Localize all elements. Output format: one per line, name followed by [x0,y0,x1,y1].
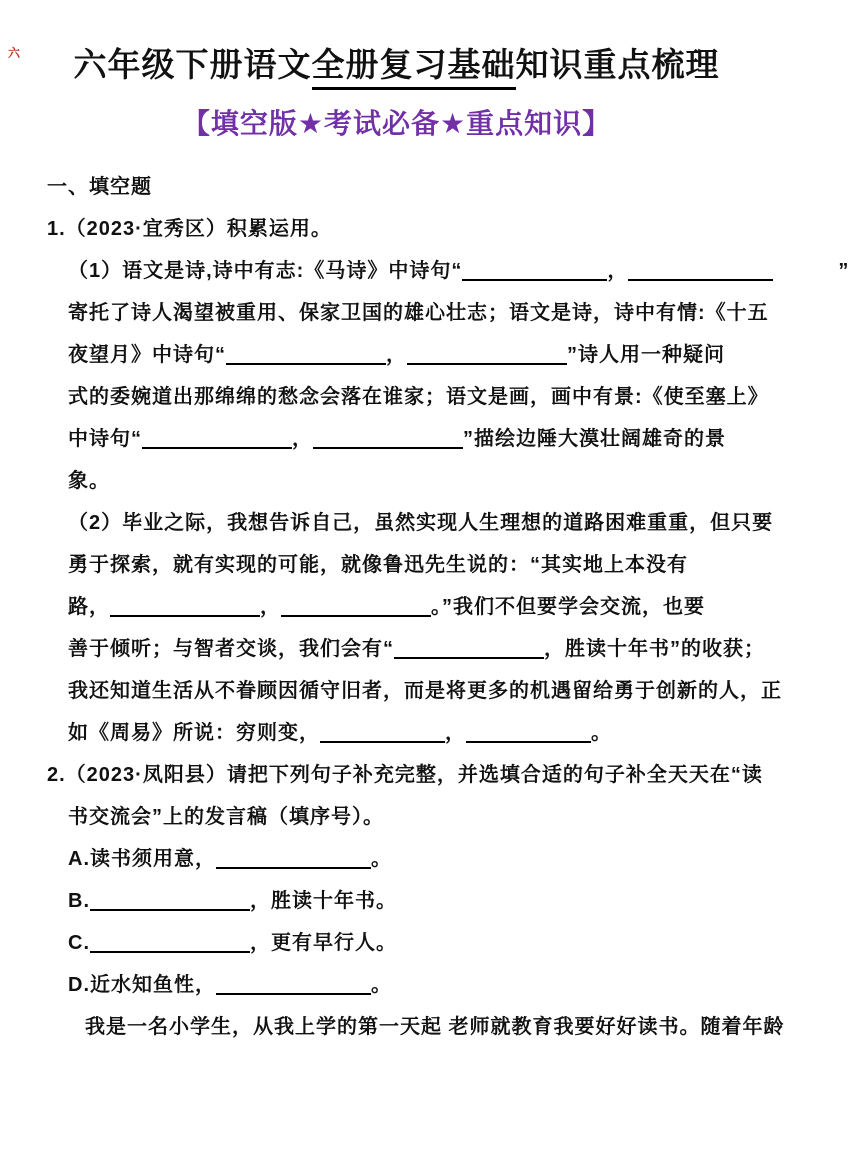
document-page [0,42,849,1164]
fill-in-blank [90,927,250,953]
fill-in-blank [90,885,250,911]
text-line [47,418,753,460]
text-segment: A.读书须用意， [68,848,216,870]
text-line [47,502,774,544]
text-segment: B. [68,890,90,912]
text-segment: 中诗句“ [68,428,142,450]
text-line [47,754,763,796]
text-segment: ， [607,260,629,282]
text-line [47,1006,785,1048]
text-segment: 我还知道生活从不眷顾因循守旧者，而是将更多的机遇留给勇于创新的人，正 [68,680,782,702]
document-title [24,42,769,88]
text-segment: 。 [591,722,612,744]
text-line [47,334,753,376]
fill-in-blank [394,633,544,659]
text-line [47,796,753,838]
text-segment: 如《周易》所说：穷则变， [68,722,320,744]
title-underlined-segment: 全册复习基础 [312,46,516,90]
document-body [47,208,849,1048]
text-line [47,880,753,922]
text-segment: ，更有早行人。 [250,932,397,954]
fill-in-blank [313,423,463,449]
text-line [47,376,769,418]
text-segment: 象。 [68,470,110,492]
fill-in-blank [320,717,445,743]
text-line [47,964,753,1006]
text-segment: C. [68,932,90,954]
document-subtitle: 【填空版★考试必备★重点知识】 [181,108,612,139]
fill-in-blank [142,423,292,449]
text-line [47,712,753,754]
fill-in-blank [216,969,371,995]
text-line [47,250,849,292]
text-segment: 式的委婉道出那绵绵的愁念会落在谁家；语文是画，画中有景:《使至塞上》 [68,386,769,408]
text-segment: 。 [371,974,392,996]
text-line [47,544,753,586]
text-segment: （2）毕业之际，我想告诉自己，虽然实现人生理想的道路困难重重，但只要 [68,512,774,534]
text-segment: 1.（2023·宜秀区）积累运用。 [47,218,332,240]
text-segment: ， [386,344,407,366]
text-segment: 。 [371,848,392,870]
fill-in-blank [466,717,591,743]
text-line [47,292,769,334]
text-segment: 路， [68,596,110,618]
text-segment: 寄托了诗人渴望被重用、保家卫国的雄心壮志；语文是诗，诗中有情:《十五 [68,302,769,324]
title-segment: 知识重点梳理 [515,46,720,83]
text-line [47,460,753,502]
title-segment: 六年级下册语文 [73,46,312,83]
text-segment: 。”我们不但要学会交流，也要 [431,596,705,618]
fill-in-blank [281,591,431,617]
text-segment: 夜望月》中诗句“ [68,344,226,366]
text-segment: ，胜读十年书。 [250,890,397,912]
fill-in-blank [216,843,371,869]
text-line [47,628,765,670]
text-segment: ” [838,260,849,282]
fill-in-blank [407,339,567,365]
text-segment: ”描绘边陲大漠壮阔雄奇的景 [463,428,726,450]
text-line [47,208,753,250]
text-segment: ，胜读十年书”的收获； [544,638,765,660]
fill-in-blank [462,255,607,281]
text-line [47,586,753,628]
text-segment: 2.（2023·凤阳县）请把下列句子补充完整，并选填合适的句子补全天天在“读 [47,764,763,786]
section-heading: 一、填空题 [47,176,152,198]
fill-in-blank [226,339,386,365]
text-segment: ， [292,428,313,450]
text-line [47,670,782,712]
text-segment: ， [445,722,466,744]
fill-in-blank [628,255,773,281]
text-segment: D.近水知鱼性， [68,974,216,996]
text-segment: 勇于探索，就有实现的可能，就像鲁迅先生说的：“其实地上本没有 [68,554,688,576]
text-segment: 我是一名小学生，从我上学的第一天起 老师就教育我要好好读书。随着年龄 [85,1016,785,1038]
text-segment: 善于倾听；与智者交谈，我们会有“ [68,638,394,660]
text-segment: 书交流会”上的发言稿（填序号）。 [68,806,384,828]
corner-mark: 六 [8,46,21,60]
text-line [47,838,753,880]
text-segment: ， [260,596,281,618]
text-segment: ”诗人用一种疑问 [567,344,725,366]
fill-in-blank [110,591,260,617]
text-segment: （1）语文是诗,诗中有志:《马诗》中诗句“ [68,260,463,282]
text-line [47,922,753,964]
